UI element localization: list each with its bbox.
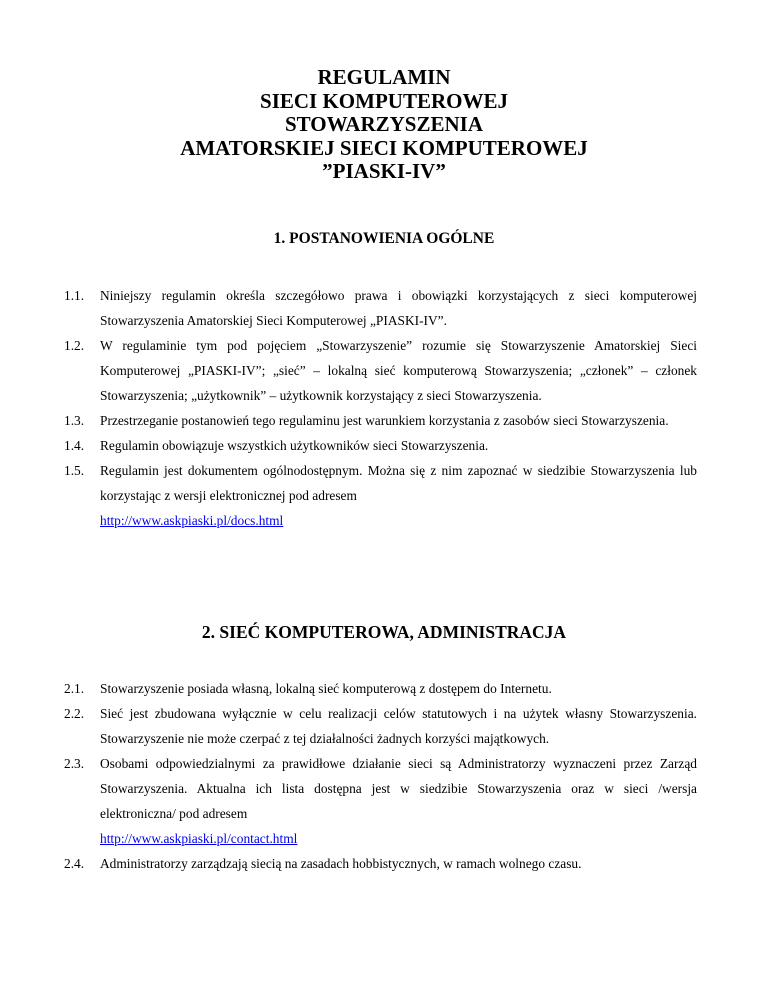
section-network-items: [64, 676, 697, 876]
title-line: AMATORSKIEJ SIECI KOMPUTEROWEJ: [180, 135, 588, 160]
list-item: [64, 676, 697, 701]
list-item: [64, 851, 697, 876]
section-heading-general: 1. POSTANOWIENIA OGÓLNE: [273, 230, 495, 247]
list-item: [64, 751, 697, 851]
title-line: SIECI KOMPUTEROWEJ: [260, 88, 508, 113]
title-line: REGULAMIN: [317, 65, 451, 89]
list-item: [64, 333, 697, 408]
item-content: [100, 458, 697, 533]
list-item: [64, 701, 697, 751]
item-text: Niniejszy regulamin określa szczegółowo prawa i obowiązki korzystających z sieci komputerowej Stowarzyszenia Amatorskiej Sieci Komputerowej „PIASKI-IV”.: [100, 288, 697, 328]
item-number: 2.3.: [64, 756, 85, 771]
docs-link[interactable]: http://www.askpiaski.pl/docs.html: [100, 513, 284, 528]
item-number: 1.2.: [64, 338, 85, 353]
item-text: Przestrzeganie postanowień tego regulaminu jest warunkiem korzystania z zasobów sieci Stowarzyszenia.: [100, 413, 669, 428]
item-number: 1.3.: [64, 413, 85, 428]
item-number: 1.4.: [64, 438, 85, 453]
item-text: Administratorzy zarządzają siecią na zasadach hobbistycznych, w ramach wolnego czasu.: [100, 856, 582, 871]
item-number: 2.1.: [64, 681, 85, 696]
document-title: [0, 66, 768, 184]
item-content: [100, 751, 697, 851]
section-general-items: [64, 283, 697, 533]
item-text: Osobami odpowiedzialnymi za prawidłowe działanie sieci są Administratorzy wyznaczeni przez Zarząd Stowarzyszenia. Aktualna ich lista dostępna jest w siedzibie Stowarzyszenia oraz w sieci /wersja elektroniczna/ pod adresem: [100, 756, 697, 821]
list-item: [64, 408, 697, 433]
list-item: [64, 433, 697, 458]
item-number: 2.4.: [64, 856, 85, 871]
item-text: Regulamin jest dokumentem ogólnodostępnym. Można się z nim zapoznać w siedzibie Stowarzyszenia lub korzystając z wersji elektronicznej pod adresem: [100, 463, 697, 503]
item-number: 2.2.: [64, 706, 85, 721]
list-item: [64, 283, 697, 333]
item-text: Regulamin obowiązuje wszystkich użytkowników sieci Stowarzyszenia.: [100, 438, 489, 453]
item-text: Stowarzyszenie posiada własną, lokalną sieć komputerową z dostępem do Internetu.: [100, 681, 552, 696]
item-text: W regulaminie tym pod pojęciem „Stowarzyszenie” rozumie się Stowarzyszenie Amatorskiej Sieci Komputerowej „PIASKI-IV”; „sieć” – lokalną sieć komputerową Stowarzyszenia; „członek” – członek Stowarzyszenia; „użytkownik” – użytkownik korzystający z sieci Stowarzyszenia.: [100, 338, 697, 403]
section-heading-network: 2. SIEĆ KOMPUTEROWA, ADMINISTRACJA: [201, 622, 567, 642]
list-item: [64, 458, 697, 533]
title-line: ”PIASKI-IV”: [322, 159, 446, 183]
item-text: Sieć jest zbudowana wyłącznie w celu realizacji celów statutowych i na użytek własny Stowarzyszenia. Stowarzyszenie nie może czerpać z tej działalności żadnych korzyści majątkowych.: [100, 706, 697, 746]
title-line: STOWARZYSZENIA: [284, 112, 483, 136]
item-number: 1.1.: [64, 288, 85, 303]
item-number: 1.5.: [64, 463, 85, 478]
contact-link[interactable]: http://www.askpiaski.pl/contact.html: [100, 831, 298, 846]
